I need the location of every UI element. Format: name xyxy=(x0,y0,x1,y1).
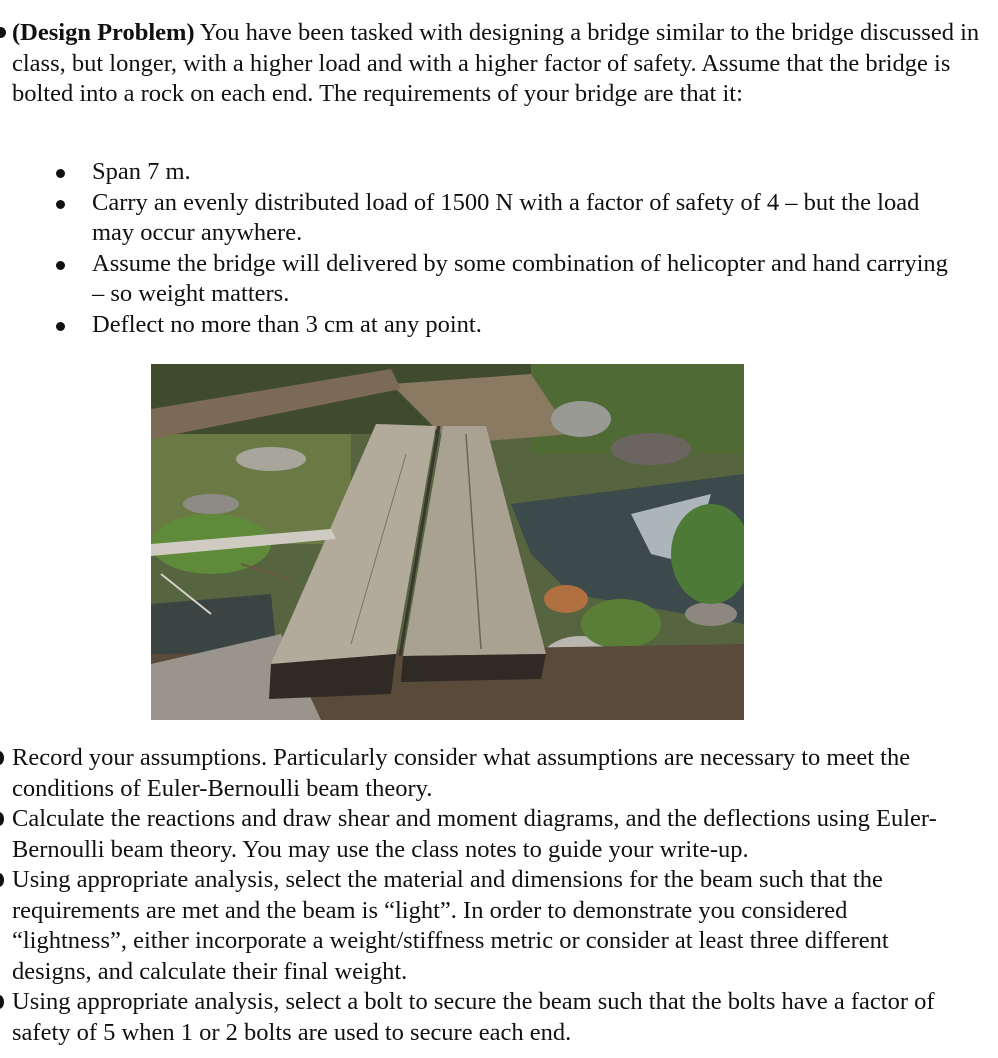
list-marker xyxy=(0,873,4,887)
list-marker xyxy=(0,995,4,1009)
bullet-icon xyxy=(56,261,65,270)
list-marker xyxy=(0,27,6,38)
task-item xyxy=(0,804,998,865)
task-item xyxy=(0,865,998,987)
requirement-text: Span 7 m. xyxy=(92,158,191,185)
requirement-item xyxy=(0,188,998,249)
task-item xyxy=(0,987,998,1048)
requirement-item xyxy=(0,249,998,310)
problem-statement xyxy=(12,18,982,110)
photo-of-log-bridge-over-creek-icon xyxy=(151,364,744,720)
task-text: Using appropriate analysis, select the material and dimensions for the beam such that the requirements are met and the beam is “light”. In order to demonstrate you considered “lightness”, either incorporate a weight/stiffness metric or consider at least three different designs, and calculate their final weight. xyxy=(12,866,889,985)
problem-intro: You have been tasked with designing a bridge similar to the bridge discussed in class, but longer, with a higher load and with a higher factor of safety. Assume that the bridge is bolted into a rock on each end. The requirements of your bridge are that it: xyxy=(12,19,980,107)
task-text: Record your assumptions. Particularly consider what assumptions are necessary to meet the conditions of Euler-Bernoulli beam theory. xyxy=(12,744,911,802)
task-text: Calculate the reactions and draw shear and moment diagrams, and the deflections using Euler-Bernoulli beam theory. You may use the class notes to guide your write-up. xyxy=(12,805,937,863)
requirement-text: Assume the bridge will delivered by some combination of helicopter and hand carrying – so weight matters. xyxy=(92,249,948,307)
list-marker xyxy=(0,812,4,826)
list-marker xyxy=(0,751,4,765)
requirement-item xyxy=(0,157,998,188)
requirements-list xyxy=(0,157,998,340)
requirement-text: Carry an evenly distributed load of 1500 N with a factor of safety of 4 – but the load may occur anywhere. xyxy=(92,188,920,246)
bullet-icon xyxy=(56,200,65,209)
task-list xyxy=(0,743,998,1048)
bridge-photo xyxy=(151,364,744,720)
task-text: Using appropriate analysis, select a bolt to secure the beam such that the bolts have a factor of safety of 5 when 1 or 2 bolts are used to secure each end. xyxy=(12,988,935,1046)
task-item xyxy=(0,743,998,804)
requirement-item xyxy=(0,310,998,341)
problem-heading: (Design Problem) xyxy=(12,19,195,46)
bullet-icon xyxy=(56,322,65,331)
requirement-text: Deflect no more than 3 cm at any point. xyxy=(92,310,482,338)
bullet-icon xyxy=(56,169,65,178)
